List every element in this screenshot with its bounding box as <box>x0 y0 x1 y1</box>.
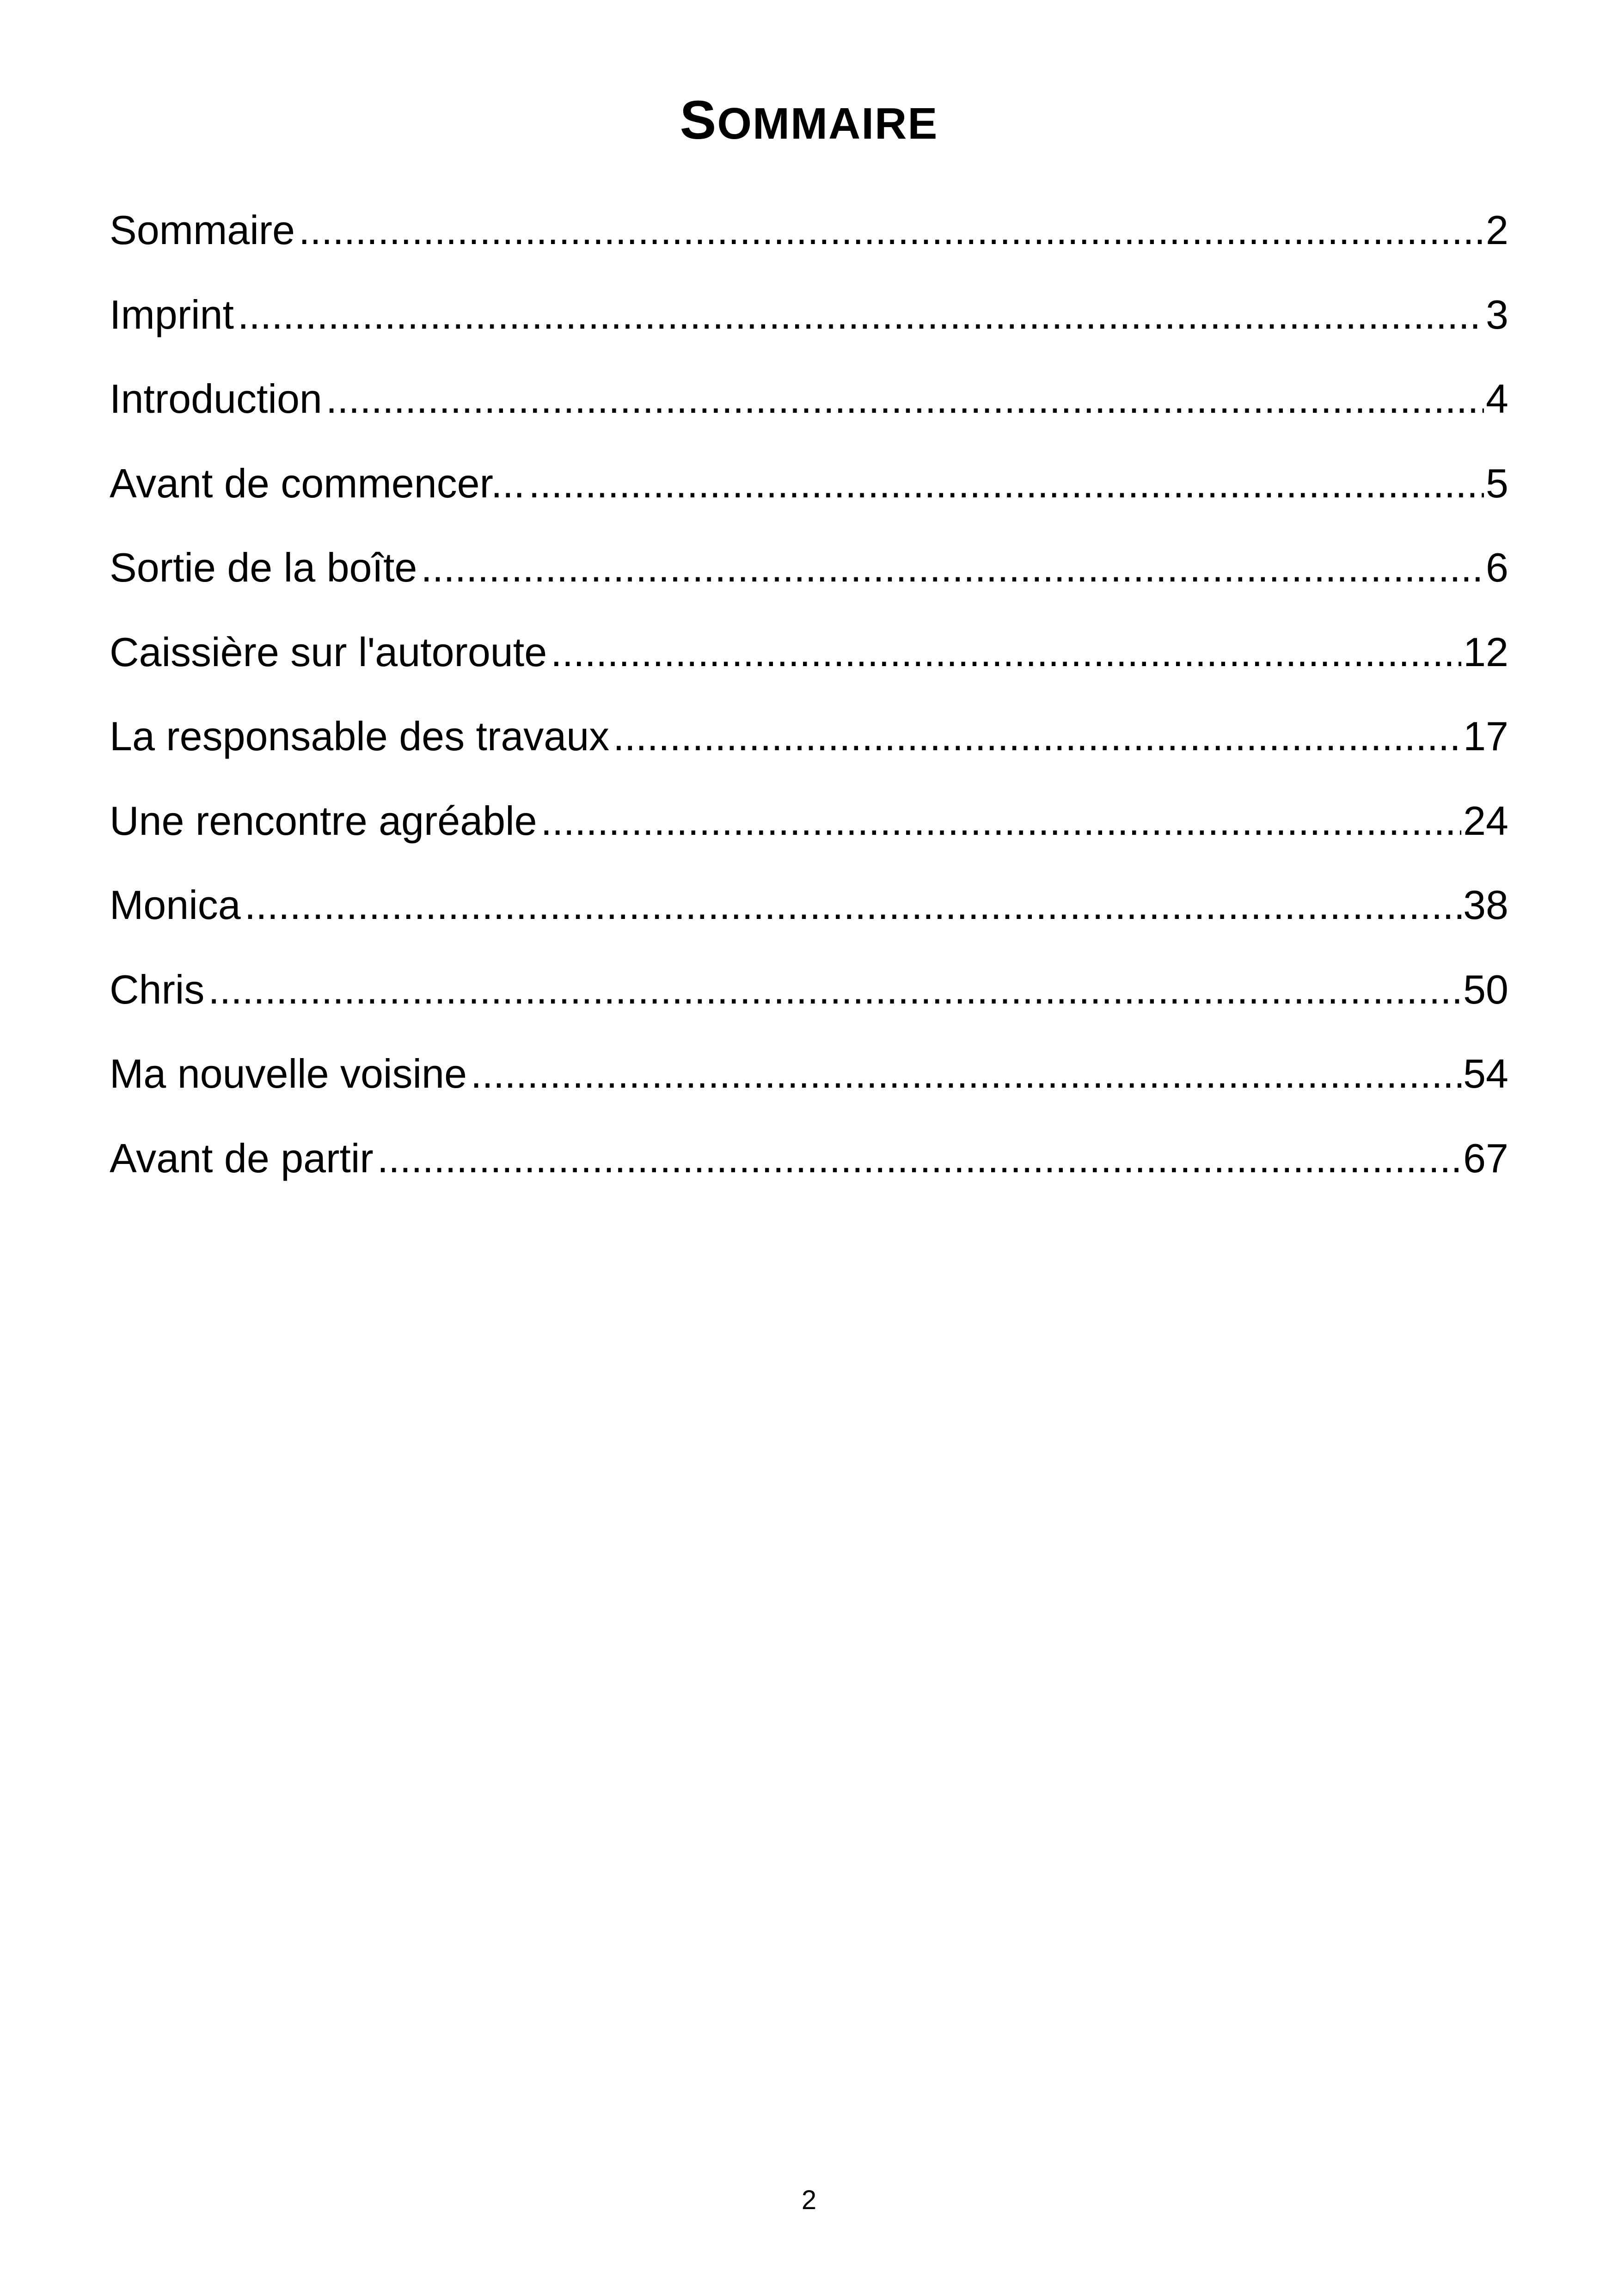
page-title <box>0 88 1618 156</box>
toc-entry-page: 5 <box>1484 451 1508 516</box>
toc-entry-page: 50 <box>1461 957 1508 1022</box>
toc-entry[interactable] <box>110 957 1508 1042</box>
toc-entry[interactable] <box>110 198 1508 282</box>
toc-entry-label: Avant de partir <box>110 1126 377 1191</box>
toc-dot-leader <box>471 1041 1461 1106</box>
toc-entry-page: 24 <box>1461 789 1508 853</box>
toc-entry[interactable] <box>110 367 1508 451</box>
toc-entry-page: 12 <box>1461 620 1508 685</box>
toc-entry-label: Une rencontre agréable <box>110 789 541 853</box>
toc-entry-label: Monica <box>110 873 245 937</box>
toc-dot-leader <box>613 704 1461 769</box>
toc-entry-label: Avant de commencer... <box>110 451 528 516</box>
toc-entry-label: Imprint <box>110 282 238 347</box>
toc-entry[interactable] <box>110 282 1508 367</box>
toc-dot-leader <box>326 367 1484 431</box>
toc-entry-label: La responsable des travaux <box>110 704 613 769</box>
table-of-contents <box>110 198 1508 1210</box>
toc-entry-label: Ma nouvelle voisine <box>110 1041 471 1106</box>
toc-entry-label: Chris <box>110 957 208 1022</box>
toc-entry-page: 4 <box>1484 367 1508 431</box>
toc-entry-page: 67 <box>1461 1126 1508 1191</box>
toc-entry[interactable] <box>110 704 1508 789</box>
toc-entry-label: Introduction <box>110 367 326 431</box>
toc-dot-leader <box>377 1126 1461 1191</box>
toc-dot-leader <box>208 957 1461 1022</box>
toc-entry[interactable] <box>110 1126 1508 1211</box>
page-title-rest: OMMAIRE <box>717 99 938 148</box>
toc-entry[interactable] <box>110 451 1508 536</box>
toc-dot-leader <box>528 451 1484 516</box>
page-number: 2 <box>801 2185 817 2215</box>
toc-dot-leader <box>421 535 1484 600</box>
toc-entry[interactable] <box>110 620 1508 704</box>
toc-entry[interactable] <box>110 789 1508 873</box>
toc-entry-label: Sortie de la boîte <box>110 535 421 600</box>
toc-entry-page: 2 <box>1484 198 1508 263</box>
toc-dot-leader <box>299 198 1484 263</box>
toc-entry-label: Sommaire <box>110 198 299 263</box>
toc-dot-leader <box>238 282 1484 347</box>
toc-entry[interactable] <box>110 535 1508 620</box>
toc-entry-page: 17 <box>1461 704 1508 769</box>
toc-entry-page: 6 <box>1484 535 1508 600</box>
toc-entry-page: 38 <box>1461 873 1508 937</box>
toc-dot-leader <box>245 873 1461 937</box>
toc-entry[interactable] <box>110 873 1508 957</box>
toc-entry[interactable] <box>110 1041 1508 1126</box>
toc-dot-leader <box>551 620 1461 685</box>
toc-entry-page: 54 <box>1461 1041 1508 1106</box>
toc-entry-page: 3 <box>1484 282 1508 347</box>
toc-entry-label: Caissière sur l'autoroute <box>110 620 551 685</box>
toc-dot-leader <box>541 789 1462 853</box>
page-title-initial: S <box>680 90 717 151</box>
